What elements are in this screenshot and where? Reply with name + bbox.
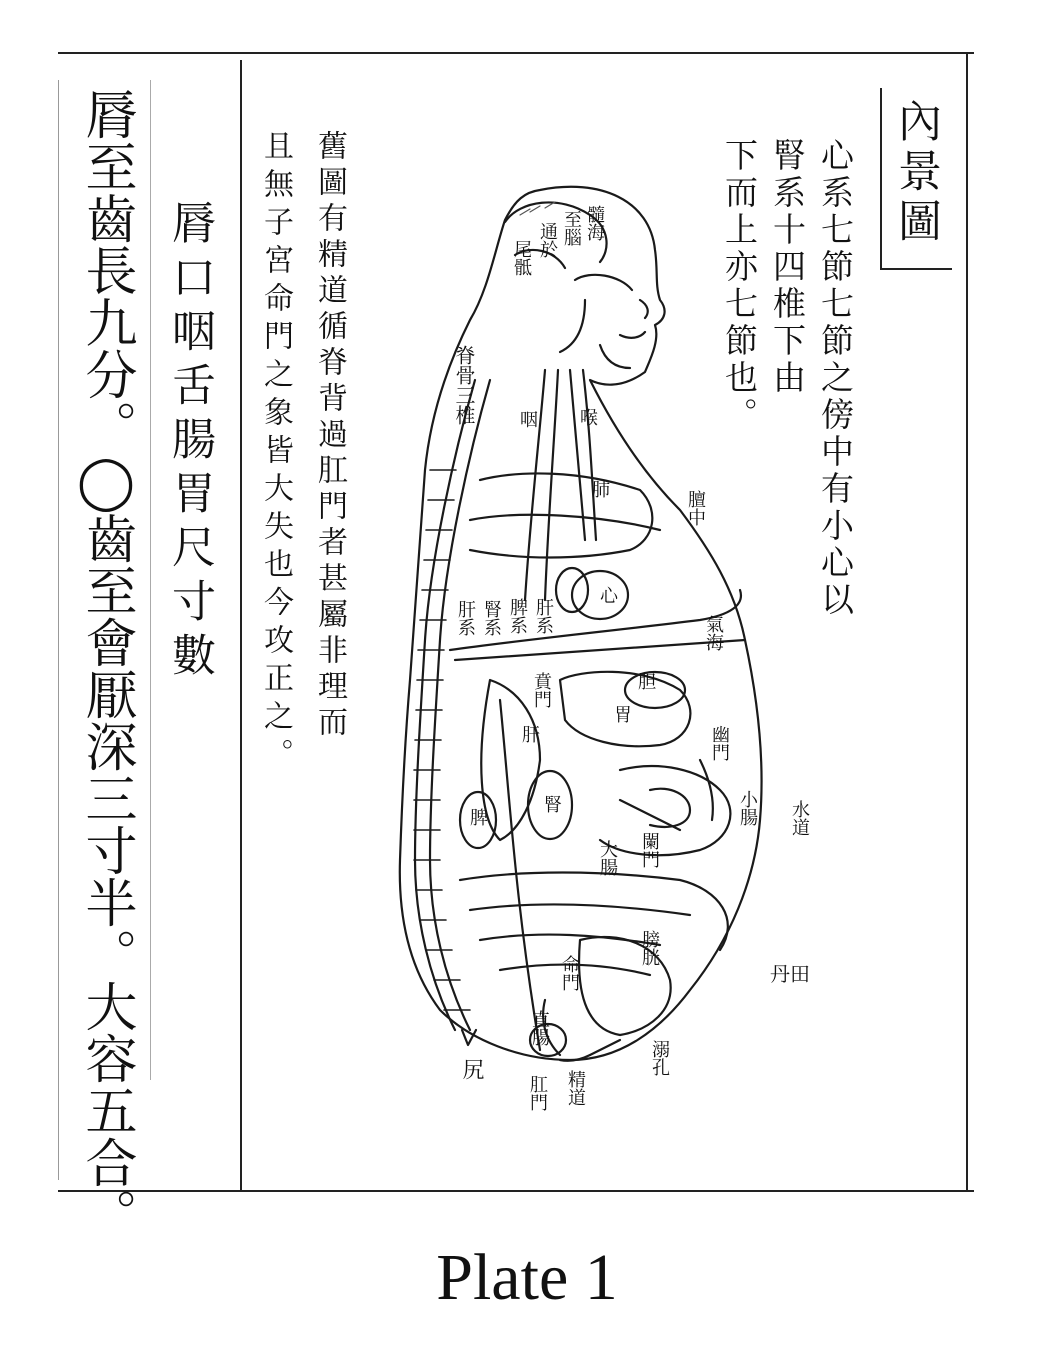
label-pancreas: 胆	[635, 672, 656, 690]
label-water: 水道	[789, 800, 810, 836]
label-liver: 肝	[519, 725, 540, 743]
note-text-2: 且無子宮命門之象皆大失也今攻正之。	[258, 130, 293, 776]
right-text-3: 下而上亦七節也。	[720, 138, 759, 434]
label-gate: 賁門	[531, 672, 552, 708]
label-large-int: 大腸	[597, 840, 618, 876]
label-head-2: 至腦	[561, 210, 582, 246]
label-anus: 肛門	[527, 1075, 548, 1111]
label-small-int: 小腸	[737, 790, 758, 826]
label-qi-hai: 氣海	[703, 615, 724, 651]
label-lan-men: 闌門	[639, 832, 660, 868]
note-text-1: 舊圖有精道循脊背過肛門者甚屬非理而	[312, 130, 347, 742]
label-dan-tian: 丹田	[770, 962, 810, 986]
label-diaphragm-right: 脾系	[507, 598, 528, 634]
label-ming-men: 命門	[559, 955, 580, 991]
label-mid: 膻中	[685, 490, 706, 526]
label-rectum: 直腸	[529, 1010, 550, 1046]
label-head-1: 髓海	[584, 205, 605, 241]
label-head-4: 尾骶	[511, 240, 532, 276]
label-spleen: 脾	[467, 808, 488, 826]
plate-title: 內景圖	[890, 98, 941, 248]
label-heart: 心	[597, 586, 618, 604]
label-kidney-left: 肝系	[533, 598, 554, 634]
label-buttock: 尻	[459, 1058, 484, 1080]
plate-caption: Plate 1	[436, 1241, 618, 1314]
label-jing-dao: 精道	[565, 1070, 586, 1106]
label-bladder: 膀胱	[639, 930, 660, 966]
inner-left-text: 脣口咽舌腸胃尺寸數	[164, 200, 215, 686]
label-head-3: 通於	[537, 222, 558, 258]
spine-line	[430, 380, 490, 1030]
label-stomach: 胃	[611, 705, 632, 723]
right-text-1: 心系七節七節之傍中有小心以	[816, 138, 855, 619]
label-kidney: 腎	[541, 795, 562, 813]
label-spine: 脊骨三椎	[452, 345, 476, 425]
label-throat: 喉	[577, 408, 598, 426]
right-text-2: 腎系十四椎下由	[768, 138, 807, 397]
label-diaphragm-mid: 腎系	[481, 600, 502, 636]
outer-left-text: 脣至齒長九分。◯齒至會厭深三寸半。大容五合。	[76, 88, 136, 1240]
label-lung: 肺	[589, 480, 610, 498]
label-pylorus: 幽門	[709, 725, 730, 761]
label-gullet: 咽	[517, 410, 538, 428]
label-diaphragm-left: 肝系	[455, 600, 476, 636]
label-vagina: 溺孔	[649, 1040, 670, 1076]
